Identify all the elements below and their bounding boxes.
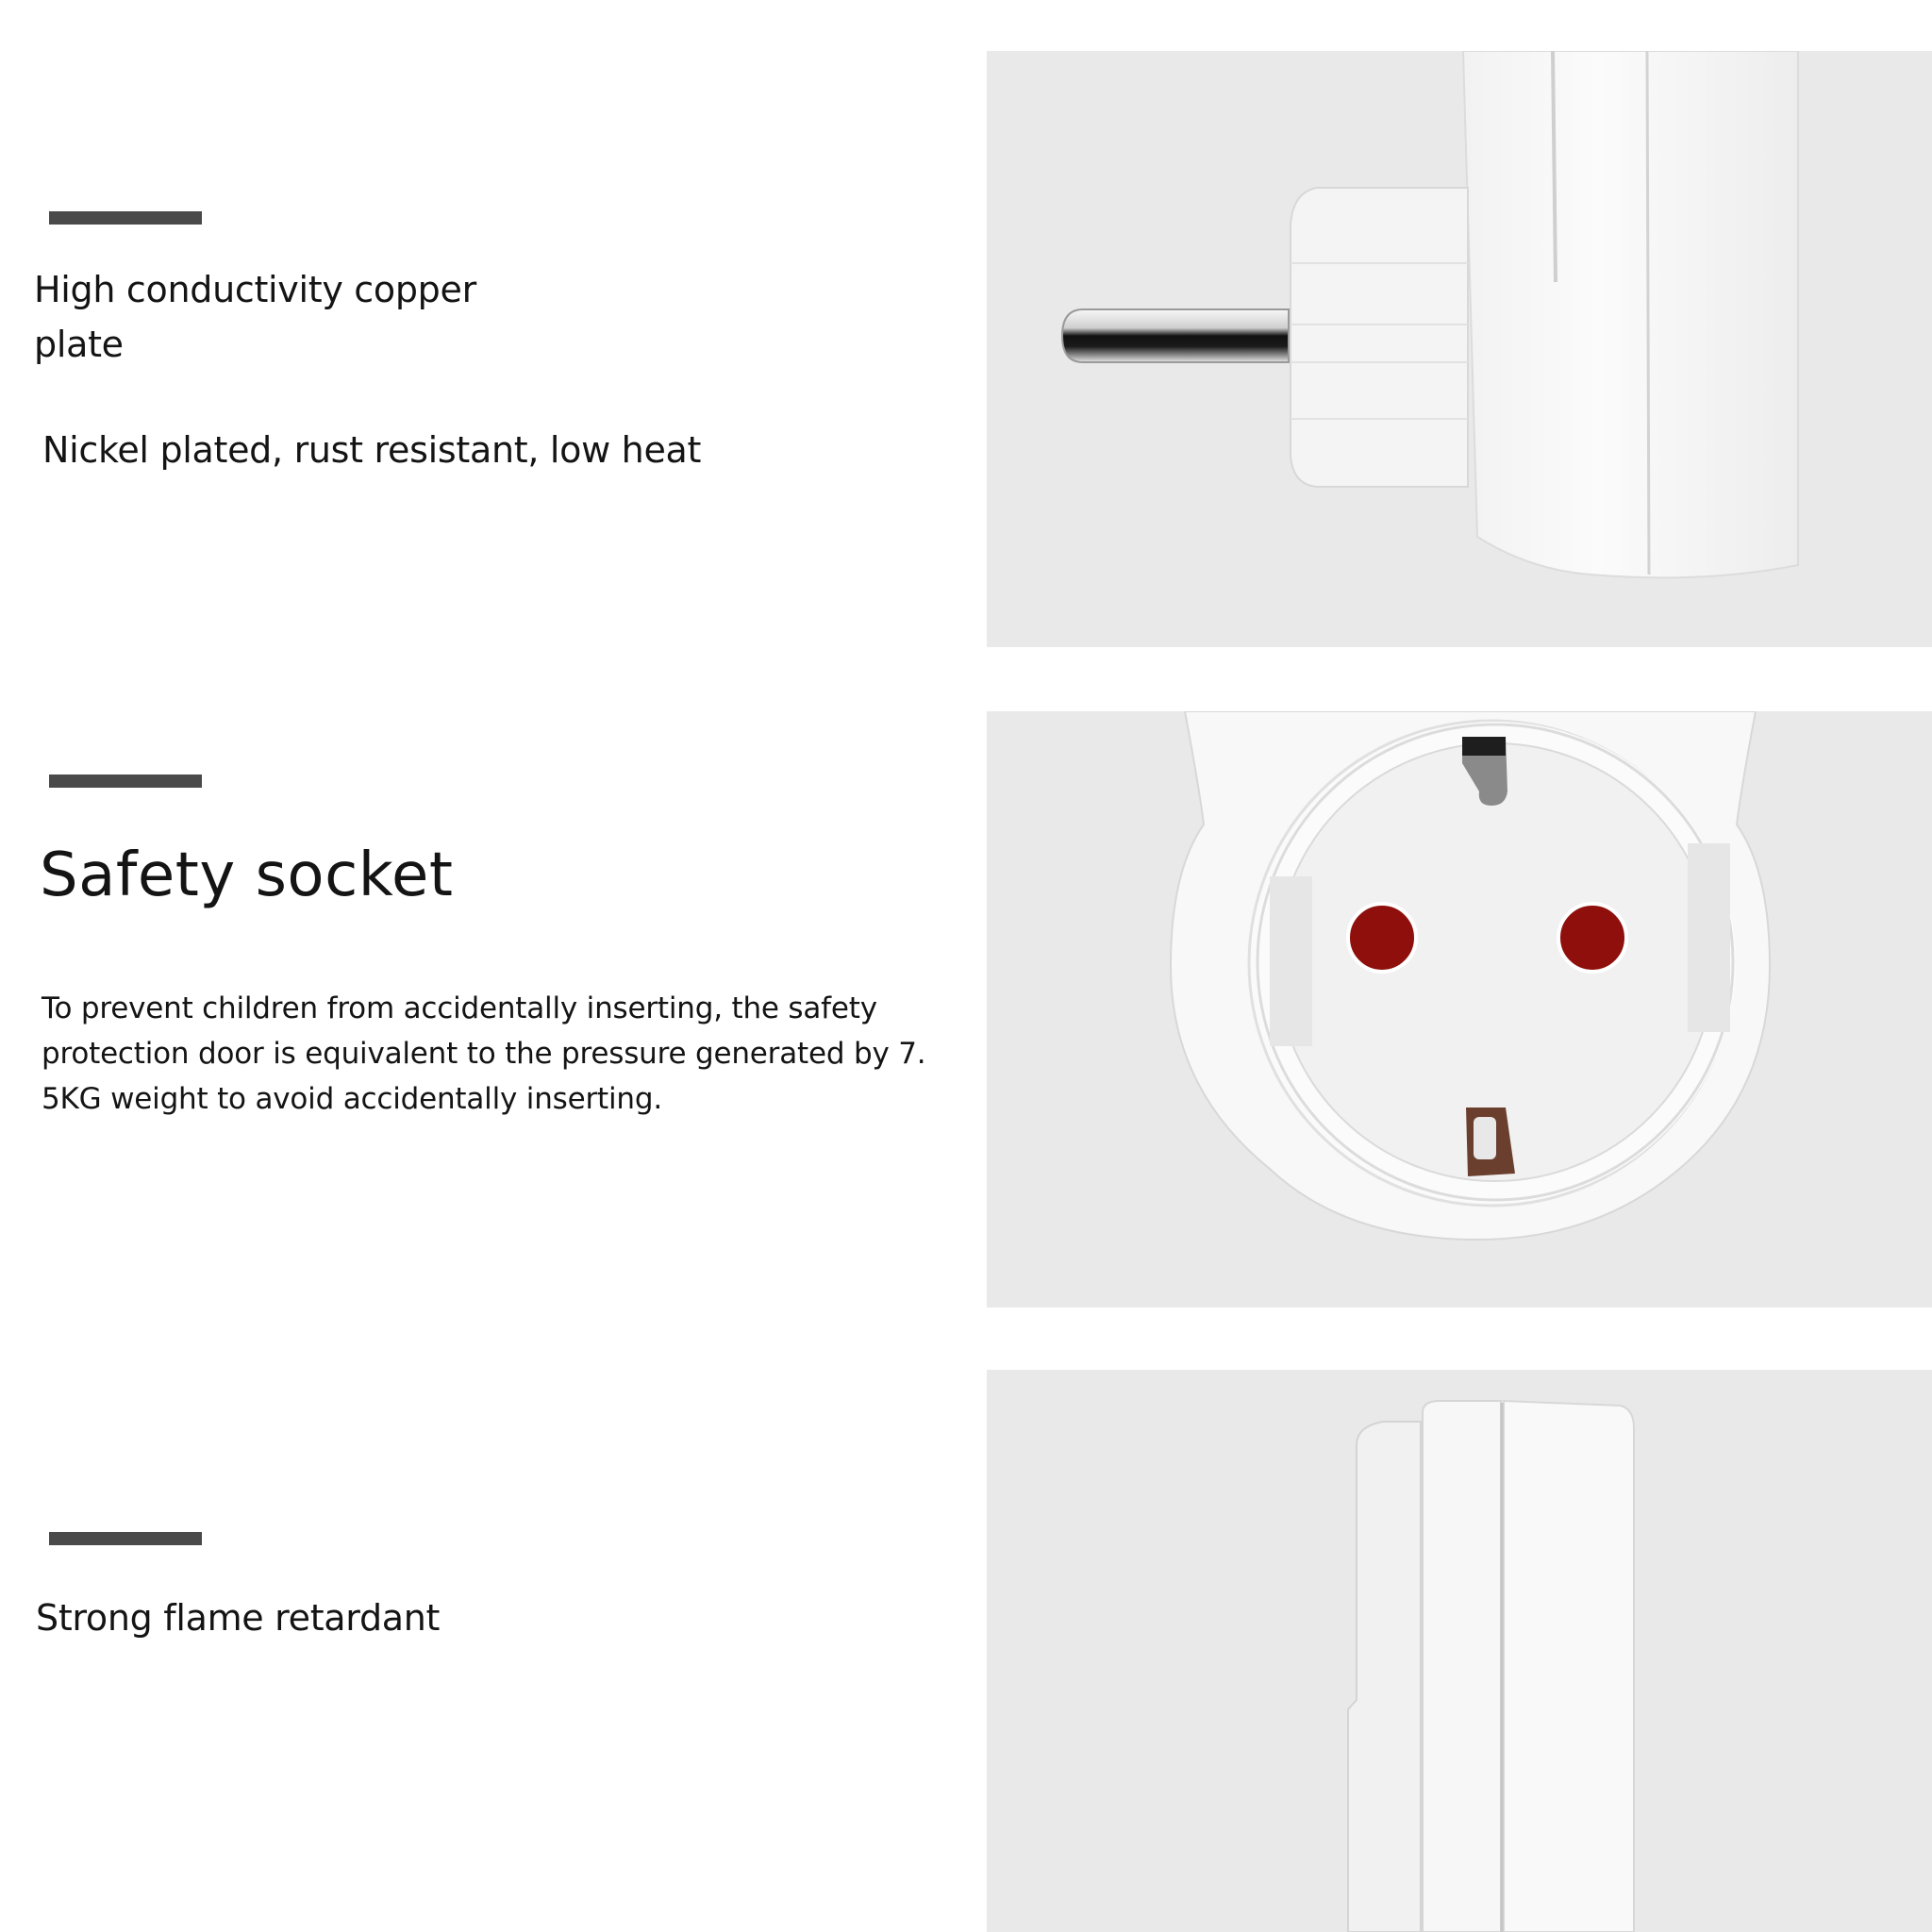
socket-illustration xyxy=(987,711,1932,1307)
feature-description: Nickel plated, rust resistant, low heat xyxy=(42,429,702,471)
feature-title: High conductivity copper plate xyxy=(34,269,476,365)
feature-title: Safety socket xyxy=(40,841,454,910)
adapter-side-illustration xyxy=(987,1370,1932,1932)
adapter-side-photo xyxy=(987,1370,1932,1932)
plug-pin-photo xyxy=(987,51,1932,647)
feature-description: To prevent children from accidentally inserting, the safety protection door is equivalent to the pressure generated by 7. 5KG weight to avoid accidentally inserting. xyxy=(42,991,926,1116)
feature-title: Strong flame retardant xyxy=(36,1597,441,1639)
section-rule xyxy=(49,211,202,225)
plug-pin-illustration xyxy=(987,51,1932,647)
schuko-socket-photo xyxy=(987,711,1932,1307)
section-rule xyxy=(49,1532,202,1545)
section-rule xyxy=(49,774,202,788)
